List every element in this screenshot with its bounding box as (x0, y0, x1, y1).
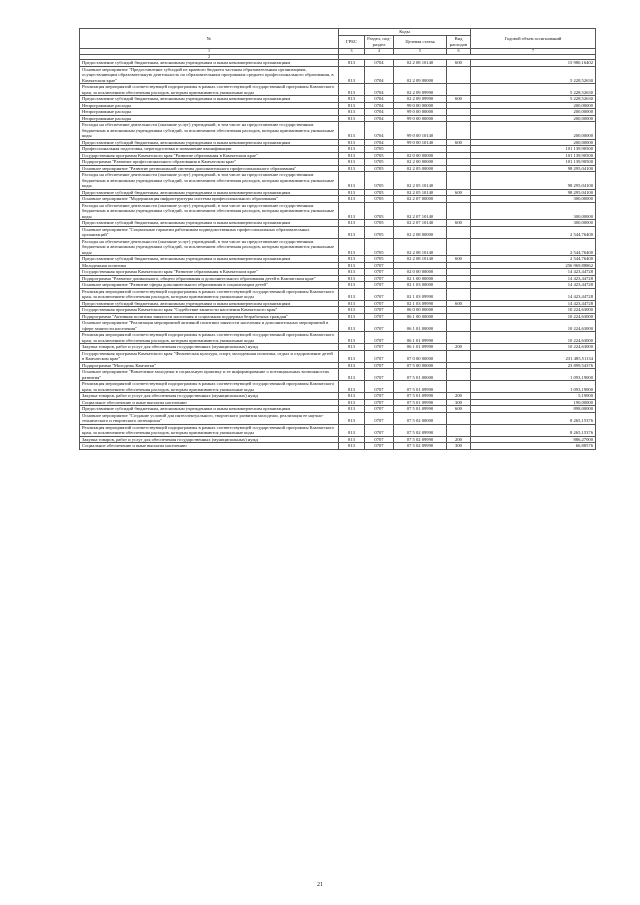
row-tselevaya-cell: 99 0 00 00000 (394, 109, 447, 116)
row-vid-cell (447, 122, 471, 140)
row-grbs-cell: 813 (339, 60, 365, 67)
row-tselevaya-cell: 02 0 00 00000 (394, 269, 447, 276)
row-tselevaya-cell: 06 0 00 00000 (394, 307, 447, 314)
row-razdel-cell: 0707 (365, 275, 394, 282)
row-tselevaya-cell: 99 0 00 10140 (394, 139, 447, 146)
table-body (80, 60, 596, 450)
table-row (80, 84, 596, 96)
row-grbs-cell: 813 (339, 238, 365, 256)
row-tselevaya-cell: 07 5 01 09990 (394, 381, 447, 393)
row-amount-cell: 101 139,90500 (471, 146, 596, 153)
row-grbs-cell: 813 (339, 139, 365, 146)
row-amount-cell: 10 224,63000 (471, 332, 596, 344)
row-razdel-cell: 0704 (365, 96, 394, 103)
row-amount-cell: 10 224,63000 (471, 313, 596, 320)
row-razdel-cell: 0704 (365, 66, 394, 84)
row-tselevaya-cell: 07 5 02 09990 (394, 436, 447, 443)
row-grbs-cell: 813 (339, 84, 365, 96)
row-name-cell: Основное мероприятие "Вовлечение молодежи в социальную практику и ее информирование о потенциальных возможностях развития" (80, 369, 339, 381)
row-amount-cell: 231 485,51134 (471, 350, 596, 362)
row-grbs-cell: 813 (339, 226, 365, 238)
row-razdel-cell: 0705 (365, 146, 394, 153)
row-razdel-cell: 0707 (365, 332, 394, 344)
row-grbs-cell: 813 (339, 320, 365, 332)
row-amount-cell: 101 139,90500 (471, 159, 596, 166)
index-cell: 7 (471, 49, 596, 55)
row-vid-cell (447, 202, 471, 220)
row-name-cell: Предоставление субсидий бюджетным, автономным учреждениям и иным некоммерческим организациям (80, 300, 339, 307)
table-row (80, 172, 596, 190)
row-amount-cell: 5 228,52630 (471, 84, 596, 96)
table-row (80, 122, 596, 140)
row-razdel-cell: 0707 (365, 424, 394, 436)
table-row (80, 226, 596, 238)
row-name-cell: Профессиональная подготовка, переподготовка и повышение квалификации (80, 146, 339, 153)
row-razdel-cell: 0707 (365, 269, 394, 276)
row-vid-cell: 600 (447, 189, 471, 196)
row-amount-cell: 10 224,63000 (471, 307, 596, 314)
row-vid-cell: 600 (447, 406, 471, 413)
row-vid-cell: 600 (447, 60, 471, 67)
row-razdel-cell: 0707 (365, 282, 394, 289)
table-row (80, 369, 596, 381)
row-razdel-cell: 0704 (365, 122, 394, 140)
page-number: 21 (317, 882, 323, 888)
row-amount-cell: 300,00000 (471, 220, 596, 227)
index-cell: 2 (80, 54, 339, 60)
row-vid-cell: 200 (447, 393, 471, 400)
row-razdel-cell: 0707 (365, 399, 394, 406)
row-razdel-cell: 0705 (365, 220, 394, 227)
row-name-cell: Закупка товаров, работ и услуг для обеспечения государственных (муниципальных) нужд (80, 436, 339, 443)
table-row (80, 424, 596, 436)
row-grbs-cell: 813 (339, 165, 365, 172)
row-name-cell: Непрограммные расходы (80, 109, 339, 116)
header-grbs: ГРБС (339, 36, 365, 49)
row-grbs-cell: 813 (339, 220, 365, 227)
table-row (80, 350, 596, 362)
row-vid-cell (447, 226, 471, 238)
row-amount-cell: 886,27000 (471, 436, 596, 443)
row-vid-cell: 600 (447, 256, 471, 263)
header-razdel: Раздел, под-раздел (365, 36, 394, 49)
row-amount-cell: 2 544,76400 (471, 238, 596, 256)
row-vid-cell: 200 (447, 344, 471, 351)
row-tselevaya-cell: 02 2 07 00000 (394, 196, 447, 203)
row-amount-cell: 2 544,76400 (471, 226, 596, 238)
row-grbs-cell: 813 (339, 288, 365, 300)
row-tselevaya-cell: 02 2 00 00000 (394, 159, 447, 166)
row-name-cell: Предоставление субсидий бюджетным, автономным учреждениям и иным некоммерческим организациям (80, 220, 339, 227)
row-razdel-cell: 0704 (365, 102, 394, 109)
row-amount-cell: 14 423,44728 (471, 269, 596, 276)
row-grbs-cell: 813 (339, 332, 365, 344)
row-razdel-cell: 0704 (365, 115, 394, 122)
row-tselevaya-cell: 07 5 01 09990 (394, 406, 447, 413)
row-name-cell: Государственная программа Камчатского края "Развитие образования в Камчатском крае" (80, 269, 339, 276)
row-tselevaya-cell: 02 2 05 10140 (394, 189, 447, 196)
row-name-cell: Молодежная политика (80, 262, 339, 269)
row-razdel-cell: 0707 (365, 393, 394, 400)
row-vid-cell (447, 332, 471, 344)
row-grbs-cell: 813 (339, 122, 365, 140)
row-tselevaya-cell: 02 2 08 10140 (394, 238, 447, 256)
row-grbs-cell: 813 (339, 393, 365, 400)
row-amount-cell: 10 224,63000 (471, 320, 596, 332)
row-name-cell: Подпрограмма "Молодежь Камчатки" (80, 362, 339, 369)
row-name-cell: Основное мероприятие "Социальные гарантии работникам подведомственных профессиональных образовательных организаций" (80, 226, 339, 238)
row-grbs-cell: 813 (339, 313, 365, 320)
row-amount-cell: 200,00000 (471, 122, 596, 140)
row-tselevaya-cell: 99 0 00 00000 (394, 115, 447, 122)
row-grbs-cell: 813 (339, 96, 365, 103)
row-grbs-cell: 813 (339, 307, 365, 314)
row-name-cell: Государственная программа Камчатского края "Содействие занятости населения Камчатского края" (80, 307, 339, 314)
row-amount-cell: 101 139,90500 (471, 152, 596, 159)
index-cell: 6 (447, 49, 471, 55)
table-row (80, 238, 596, 256)
row-amount-cell: 1 093,19000 (471, 369, 596, 381)
row-grbs-cell: 813 (339, 159, 365, 166)
index-cell: 3 (339, 49, 365, 55)
row-grbs-cell: 813 (339, 350, 365, 362)
row-amount-cell: 200,00000 (471, 115, 596, 122)
row-razdel-cell: 0707 (365, 362, 394, 369)
row-razdel-cell: 0707 (365, 369, 394, 381)
row-vid-cell: 600 (447, 139, 471, 146)
row-vid-cell (447, 238, 471, 256)
row-tselevaya-cell: 02 2 07 10140 (394, 220, 447, 227)
row-grbs-cell: 813 (339, 202, 365, 220)
row-razdel-cell: 0707 (365, 307, 394, 314)
row-vid-cell (447, 412, 471, 424)
row-name-cell: Предоставление субсидий бюджетным, автономным учреждениям и иным некоммерческим организациям (80, 256, 339, 263)
row-amount-cell: 200,00000 (471, 102, 596, 109)
row-grbs-cell: 813 (339, 406, 365, 413)
row-tselevaya-cell: 06 1 01 00000 (394, 320, 447, 332)
row-grbs-cell: 813 (339, 172, 365, 190)
row-razdel-cell: 0704 (365, 139, 394, 146)
row-grbs-cell: 813 (339, 443, 365, 450)
row-grbs-cell: 813 (339, 269, 365, 276)
row-name-cell: Подпрограмма "Развитие профессионального образования в Камчатском крае" (80, 159, 339, 166)
row-tselevaya-cell: 02 0 00 00000 (394, 152, 447, 159)
row-tselevaya-cell: 07 5 00 00000 (394, 362, 447, 369)
row-amount-cell: 98 295,04100 (471, 172, 596, 190)
row-tselevaya-cell: 02 2 08 00000 (394, 226, 447, 238)
row-vid-cell (447, 288, 471, 300)
row-tselevaya-cell: 02 2 08 10140 (394, 60, 447, 67)
row-amount-cell: 14 423,44728 (471, 282, 596, 289)
row-tselevaya-cell: 02 1 03 00000 (394, 282, 447, 289)
row-tselevaya-cell: 02 2 09 09990 (394, 84, 447, 96)
row-grbs-cell: 813 (339, 196, 365, 203)
row-razdel-cell: 0707 (365, 288, 394, 300)
row-name-cell: Закупка товаров, работ и услуг для обеспечения государственных (муниципальных) нужд (80, 344, 339, 351)
row-grbs-cell: 813 (339, 189, 365, 196)
row-grbs-cell: 813 (339, 362, 365, 369)
row-name-cell: Реализация мероприятий соответствующей подпрограммы в рамках соответствующей государственной программы Камчатского края, за исключением обеспечения расходов, которым присваиваются уникальные коды (80, 332, 339, 344)
row-razdel-cell: 0707 (365, 436, 394, 443)
table-row (80, 332, 596, 344)
table-row (80, 288, 596, 300)
row-name-cell: Реализация мероприятий соответствующей подпрограммы в рамках соответствующей государственной программы Камчатского края, за исключением обеспечения расходов, которым присваиваются уникальные коды (80, 288, 339, 300)
row-razdel-cell: 0707 (365, 350, 394, 362)
row-amount-cell: 300,00000 (471, 196, 596, 203)
row-grbs-cell: 813 (339, 300, 365, 307)
row-grbs-cell: 813 (339, 412, 365, 424)
table-row (80, 443, 596, 450)
row-amount-cell: 200,00000 (471, 109, 596, 116)
row-amount-cell: 8 265,15376 (471, 424, 596, 436)
row-amount-cell: 200,00000 (471, 139, 596, 146)
row-tselevaya-cell: 02 1 00 00000 (394, 275, 447, 282)
row-name-cell: Расходы на обеспечение деятельности (оказание услуг) учреждений, в том числе на предоставление государственным бюджетным и автономным учреждениям субсидий, за исключением обеспечения расходов, которым присваиваются уникальные коды (80, 202, 339, 220)
row-name-cell: Основное мероприятие "Предоставление субсидий из краевого бюджета частным образовательным организациям, осуществляющим образовательную деятельность по образовательным программам среднего профессионального образования, в Камчатском крае" (80, 66, 339, 84)
row-vid-cell: 300 (447, 399, 471, 406)
row-grbs-cell: 813 (339, 115, 365, 122)
row-tselevaya-cell: 02 2 08 10140 (394, 256, 447, 263)
row-razdel-cell: 0705 (365, 202, 394, 220)
row-name-cell: Непрограммные расходы (80, 115, 339, 122)
row-razdel-cell: 0705 (365, 159, 394, 166)
row-name-cell: Основное мероприятие "Создание условий для интеллектуального, творческого развития молодежи, реализация ее научно-технического и творческого потенциала" (80, 412, 339, 424)
row-grbs-cell: 813 (339, 424, 365, 436)
row-razdel-cell: 0705 (365, 238, 394, 256)
row-grbs-cell: 813 (339, 344, 365, 351)
row-name-cell: Основное мероприятие "Модернизация инфраструктуры системы профессионального образования" (80, 196, 339, 203)
row-vid-cell (447, 320, 471, 332)
row-grbs-cell: 813 (339, 102, 365, 109)
row-tselevaya-cell: 02 1 03 09990 (394, 300, 447, 307)
row-razdel-cell: 0707 (365, 313, 394, 320)
row-grbs-cell: 813 (339, 146, 365, 153)
row-name-cell: Предоставление субсидий бюджетным, автономным учреждениям и иным некоммерческим организациям (80, 406, 339, 413)
row-name-cell: Государственная программа Камчатского края "Физическая культура, спорт, молодежная политика, отдых и оздоровление детей в Камчатском крае" (80, 350, 339, 362)
row-grbs-cell: 813 (339, 369, 365, 381)
row-razdel-cell: 0707 (365, 443, 394, 450)
row-tselevaya-cell: 07 5 01 09990 (394, 399, 447, 406)
row-razdel-cell: 0705 (365, 226, 394, 238)
row-vid-cell (447, 84, 471, 96)
row-tselevaya-cell: 07 5 01 00000 (394, 369, 447, 381)
row-grbs-cell: 813 (339, 152, 365, 159)
row-name-cell: Социальное обеспечение и иные выплаты населению (80, 443, 339, 450)
row-razdel-cell: 0704 (365, 84, 394, 96)
row-razdel-cell: 0704 (365, 109, 394, 116)
row-amount-cell: 5 228,52630 (471, 66, 596, 84)
index-cell: 5 (394, 49, 447, 55)
row-amount-cell: 256 969,88862 (471, 262, 596, 269)
row-name-cell: Расходы на обеспечение деятельности (оказание услуг) учреждений, в том числе на предоставление государственным бюджетным и автономным учреждениям субсидий, за исключением обеспечения расходов, которым присваиваются уникальные коды (80, 122, 339, 140)
row-tselevaya-cell: 06 1 01 09990 (394, 332, 447, 344)
row-razdel-cell: 0707 (365, 381, 394, 393)
table-row (80, 320, 596, 332)
row-grbs-cell: 813 (339, 256, 365, 263)
row-razdel-cell: 0705 (365, 152, 394, 159)
row-tselevaya-cell: 99 0 00 10140 (394, 122, 447, 140)
header-vid: Вид расходов (447, 36, 471, 49)
row-vid-cell: 600 (447, 220, 471, 227)
row-amount-cell: 8 265,15376 (471, 412, 596, 424)
row-amount-cell: 14 423,44728 (471, 300, 596, 307)
row-grbs-cell: 813 (339, 399, 365, 406)
row-razdel-cell: 0707 (365, 406, 394, 413)
row-tselevaya-cell: 02 2 09 09990 (394, 96, 447, 103)
table-row (80, 412, 596, 424)
row-amount-cell: 898,00000 (471, 406, 596, 413)
row-name-cell: Предоставление субсидий бюджетным, автономным учреждениям и иным некоммерческим организациям (80, 60, 339, 67)
row-name-cell: Расходы на обеспечение деятельности (оказание услуг) учреждений, в том числе на предоставление государственным бюджетным и автономным учреждениям субсидий, за исключением обеспечения расходов, которым присваиваются уникальные коды (80, 172, 339, 190)
row-grbs-cell: 813 (339, 109, 365, 116)
row-name-cell: Подпрограмма "Активная политика занятости населения и социальная поддержка безработных граждан" (80, 313, 339, 320)
row-name-cell: Закупка товаров, работ и услуг для обеспечения государственных (муниципальных) нужд (80, 393, 339, 400)
row-name-cell: Предоставление субсидий бюджетным, автономным учреждениям и иным некоммерческим организациям (80, 96, 339, 103)
row-vid-cell (447, 66, 471, 84)
row-name-cell: Реализация мероприятий соответствующей подпрограммы в рамках соответствующей государственной программы Камчатского края, за исключением обеспечения расходов, которым присваиваются уникальные коды (80, 424, 339, 436)
row-tselevaya-cell: 07 0 00 00000 (394, 350, 447, 362)
row-grbs-cell: 813 (339, 282, 365, 289)
row-name-cell: Предоставление субсидий бюджетным, автономным учреждениям и иным некоммерческим организациям (80, 139, 339, 146)
header-number: № (80, 29, 339, 49)
row-name-cell: Социальное обеспечение и иные выплаты населению (80, 399, 339, 406)
row-grbs-cell: 813 (339, 381, 365, 393)
row-amount-cell: 1 093,19000 (471, 381, 596, 393)
row-amount-cell: 300,00000 (471, 202, 596, 220)
row-vid-cell (447, 350, 471, 362)
row-amount-cell: 23 899,54376 (471, 362, 596, 369)
row-tselevaya-cell: 06 1 01 09990 (394, 344, 447, 351)
row-grbs-cell: 813 (339, 275, 365, 282)
row-tselevaya-cell: 02 2 07 10140 (394, 202, 447, 220)
budget-table-container (79, 28, 595, 450)
row-razdel-cell: 0707 (365, 262, 394, 269)
row-amount-cell: 5 228,52630 (471, 96, 596, 103)
row-amount-cell: 190,00000 (471, 399, 596, 406)
row-razdel-cell: 0705 (365, 189, 394, 196)
table-row (80, 381, 596, 393)
row-razdel-cell: 0707 (365, 300, 394, 307)
row-grbs-cell: 813 (339, 66, 365, 84)
row-vid-cell: 200 (447, 436, 471, 443)
header-codes: Коды (339, 29, 471, 36)
row-amount-cell: 98 295,04100 (471, 189, 596, 196)
row-tselevaya-cell: 06 1 00 00000 (394, 313, 447, 320)
row-name-cell: Реализация мероприятий соответствующей подпрограммы в рамках соответствующей государственной программы Камчатского края, за исключением обеспечения расходов, которым присваиваются уникальные коды (80, 84, 339, 96)
row-vid-cell (447, 424, 471, 436)
row-tselevaya-cell: 02 1 03 09990 (394, 288, 447, 300)
row-amount-cell: 5,19000 (471, 393, 596, 400)
row-amount-cell: 98 295,04100 (471, 165, 596, 172)
index-cell: 4 (365, 49, 394, 55)
row-name-cell: Непрограммные расходы (80, 102, 339, 109)
row-grbs-cell: 813 (339, 436, 365, 443)
table-row (80, 66, 596, 84)
row-vid-cell (447, 381, 471, 393)
row-tselevaya-cell: 02 2 05 00000 (394, 165, 447, 172)
row-razdel-cell: 0705 (365, 196, 394, 203)
row-razdel-cell: 0705 (365, 256, 394, 263)
row-tselevaya-cell: 99 0 00 00000 (394, 102, 447, 109)
row-name-cell: Основное мероприятие "Развитие региональной системы дополнительного профессионального образования" (80, 165, 339, 172)
header-amount: Годовой объем ассигнований (471, 29, 596, 49)
row-razdel-cell: 0707 (365, 344, 394, 351)
row-vid-cell: 600 (447, 96, 471, 103)
row-name-cell: Подпрограмма "Развитие дошкольного, общего образования и дополнительного образования детей в Камчатском крае" (80, 275, 339, 282)
row-name-cell: Основное мероприятие "Реализация мероприятий активной политики занятости населения и дополнительных мероприятий в сфере занятости населения" (80, 320, 339, 332)
row-name-cell: Расходы на обеспечение деятельности (оказание услуг) учреждений, в том числе на предоставление государственным бюджетным и автономным учреждениям субсидий, за исключением обеспечения расходов, которым присваиваются уникальные коды (80, 238, 339, 256)
row-amount-cell: 14 423,44728 (471, 288, 596, 300)
row-name-cell: Предоставление субсидий бюджетным, автономным учреждениям и иным некоммерческим организациям (80, 189, 339, 196)
row-razdel-cell: 0705 (365, 172, 394, 190)
row-vid-cell: 600 (447, 300, 471, 307)
row-amount-cell: 15 980,16402 (471, 60, 596, 67)
row-vid-cell (447, 369, 471, 381)
row-name-cell: Основное мероприятие "Развитие сферы дополнительного образования в социализации детей" (80, 282, 339, 289)
row-amount-cell: 14 423,44728 (471, 275, 596, 282)
row-tselevaya-cell: 02 2 05 10140 (394, 172, 447, 190)
row-tselevaya-cell: 02 2 09 00000 (394, 66, 447, 84)
row-grbs-cell: 813 (339, 262, 365, 269)
budget-table (79, 28, 596, 450)
row-tselevaya-cell: 07 5 02 09990 (394, 443, 447, 450)
row-name-cell: Реализация мероприятий соответствующей подпрограммы в рамках соответствующей государственной программы Камчатского края, за исключением обеспечения расходов, которым присваиваются уникальные коды (80, 381, 339, 393)
row-name-cell: Государственная программа Камчатского края "Развитие образования в Камчатском крае" (80, 152, 339, 159)
row-amount-cell: 2 544,76400 (471, 256, 596, 263)
row-razdel-cell: 0707 (365, 412, 394, 424)
row-vid-cell (447, 172, 471, 190)
row-tselevaya-cell: 07 5 02 00000 (394, 412, 447, 424)
row-amount-cell: 66,88576 (471, 443, 596, 450)
row-vid-cell: 300 (447, 443, 471, 450)
row-razdel-cell: 0705 (365, 165, 394, 172)
header-tselevaya: Целевая статья (394, 36, 447, 49)
table-row (80, 202, 596, 220)
row-tselevaya-cell: 07 5 01 09990 (394, 393, 447, 400)
row-razdel-cell: 0704 (365, 60, 394, 67)
row-amount-cell: 10 224,63000 (471, 344, 596, 351)
row-tselevaya-cell: 07 5 02 09990 (394, 424, 447, 436)
row-razdel-cell: 0707 (365, 320, 394, 332)
index-cell: 1 (80, 49, 339, 55)
